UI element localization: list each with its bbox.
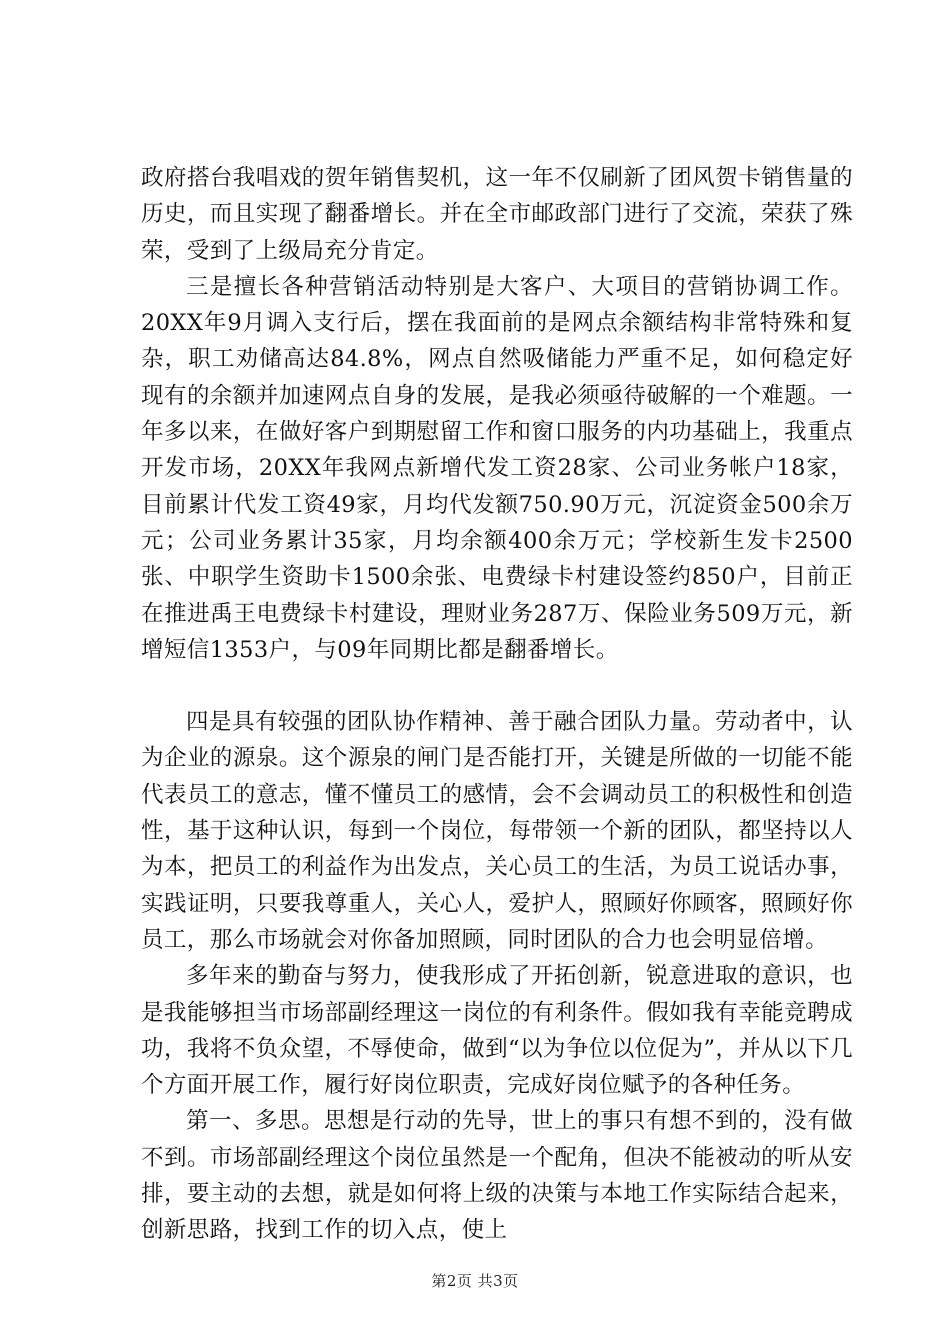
paragraph-continued: 政府搭台我唱戏的贺年销售契机，这一年不仅刷新了团风贺卡销售量的历史，而且实现了翻番增长。并在全市邮政部门进行了交流，荣获了殊荣，受到了上级局充分肯定。: [141, 165, 853, 264]
page-number-footer: 第2页 共3页: [431, 1272, 519, 1290]
paragraph-think-more: 第一、多思。思想是行动的先导，世上的事只有想不到的，没有做不到。市场部副经理这个岗位虽然是一个配角，但决不能被动的听从安排，要主动的去想，就是如何将上级的决策与本地工作实际结合起来，创新思路，找到工作的切入点，使上: [141, 1108, 853, 1244]
paragraph-conditions: 多年来的勤奋与努力，使我形成了开拓创新，锐意进取的意识，也是我能够担当市场部副经理这一岗位的有利条件。假如我有幸能竞聘成功，我将不负众望，不辱使命，做到“以为争位以位促为”，并从以下几个方面开展工作，履行好岗位职责，完成好岗位赋予的各种任务。: [141, 963, 853, 1099]
paragraph-team-spirit: 四是具有较强的团队协作精神、善于融合团队力量。劳动者中，认为企业的源泉。这个源泉的闸门是否能打开，关键是所做的一切能不能代表员工的意志，懂不懂员工的感情，会不会调动员工的积极性和创造性，基于这种认识，每到一个岗位，每带领一个新的团队，都坚持以人为本，把员工的利益作为出发点，关心员工的生活，为员工说话办事，实践证明，只要我尊重人，关心人，爱护人，照顾好你顾客，照顾好你员工，那么市场就会对你备加照顾，同时团队的合力也会明显倍增。: [141, 709, 853, 953]
paragraph-marketing-coordination: 三是擅长各种营销活动特别是大客户、大项目的营销协调工作。20XX年9月调入支行后，摆在我面前的是网点余额结构非常特殊和复杂，职工劝储高达84.8%，网点自然吸储能力严重不足，如何稳定好现有的余额并加速网点自身的发展，是我必须亟待破解的一个难题。一年多以来，在做好客户到期慰留工作和窗口服务的内功基础上，我重点开发市场，20XX年我网点新增代发工资28家、公司业务帐户18家，目前累计代发工资49家，月均代发额750.90万元，沉淀资金500余万元；公司业务累计35家，月均余额400余万元；学校新生发卡2500张、中职学生资助卡1500余张、电费绿卡村建设签约850户，目前正在推进禹王电费绿卡村建设，理财业务287万、保险业务509万元，新增短信1353户，与09年同期比都是翻番增长。: [141, 273, 853, 663]
body-text: [141, 160, 853, 1249]
